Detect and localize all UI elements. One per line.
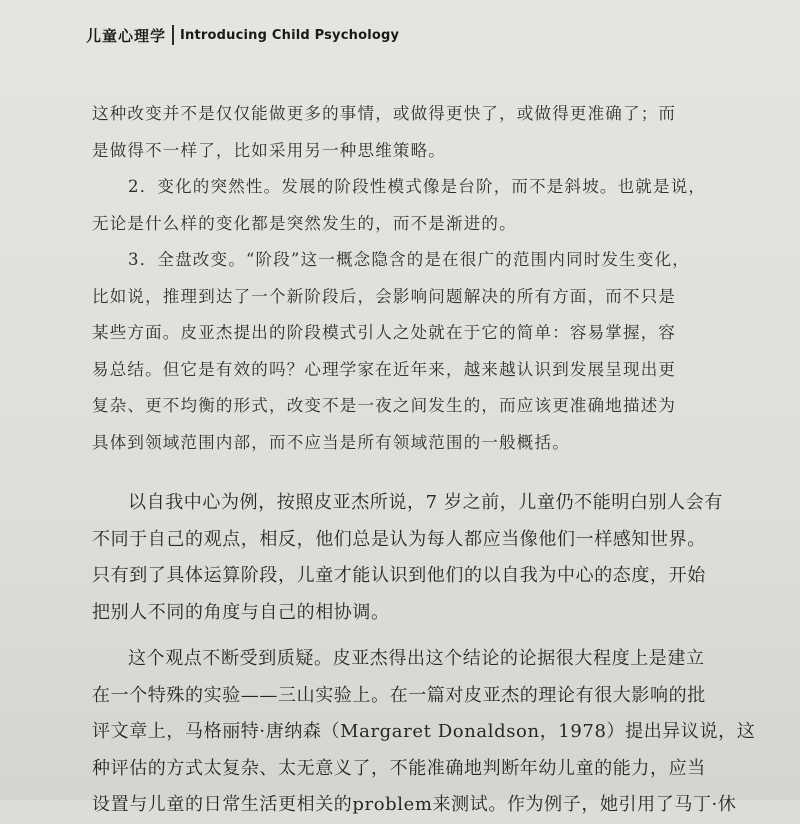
text-line: 不同于自己的观点，相反，他们总是认为每人都应当像他们一样感知世界。	[92, 528, 706, 550]
book-title-english: Introducing Child Psychology	[180, 27, 400, 43]
header-divider	[172, 25, 174, 45]
text-line: 某些方面。皮亚杰提出的阶段模式引人之处就在于它的简单：容易掌握，容	[92, 323, 677, 342]
book-title-chinese: 儿童心理学	[86, 26, 167, 45]
text-line: 3．全盘改变。“阶段”这一概念隐含的是在很广的范围内同时发生变化，	[128, 250, 690, 269]
text-line: 设置与儿童的日常生活更相关的problem来测试。作为例子，她引用了马丁·休	[92, 794, 737, 815]
text-line: 只有到了具体运算阶段，儿童才能认识到他们的以自我为中心的态度，开始	[92, 565, 706, 586]
text-line: 把别人不同的角度与自己的相协调。	[92, 601, 390, 623]
text-line: 在一个特殊的实验——三山实验上。在一篇对皮亚杰的理论有很大影响的批	[92, 684, 706, 706]
text-line: 无论是什么样的变化都是突然发生的，而不是渐进的。	[92, 213, 517, 233]
text-line: 具体到领域范围内部，而不应当是所有领域范围的一般概括。	[92, 432, 570, 452]
text-line: 种评估的方式太复杂、太无意义了，不能准确地判断年幼儿童的能力，应当	[92, 757, 706, 779]
text-line: 比如说，推理到达了一个新阶段后，会影响问题解决的所有方面，而不只是	[92, 286, 677, 306]
text-line: 易总结。但它是有效的吗？心理学家在近年来，越来越认识到发展呈现出更	[92, 359, 677, 379]
passage-stage-model	[92, 96, 772, 461]
text-line: 这种改变并不是仅仅能做更多的事情，或做得更快了，或做得更准确了；而	[92, 104, 677, 123]
text-line: 2．变化的突然性。发展的阶段性模式像是台阶，而不是斜坡。也就是说，	[128, 177, 707, 196]
running-header	[86, 22, 399, 48]
text-line: 以自我中心为例，按照皮亚杰所说，7 岁之前，儿童仍不能明白别人会有	[128, 492, 723, 513]
passage-egocentrism	[92, 485, 772, 824]
text-line: 这个观点不断受到质疑。皮亚杰得出这个结论的论据很大程度上是建立	[128, 648, 705, 669]
text-line: 评文章上，马格丽特·唐纳森（Margaret Donaldson，1978）提出异议说，这	[92, 721, 756, 742]
text-line: 复杂、更不均衡的形式，改变不是一夜之间发生的，而应该更准确地描述为	[92, 396, 677, 415]
text-line: 是做得不一样了，比如采用另一种思维策略。	[92, 140, 446, 160]
